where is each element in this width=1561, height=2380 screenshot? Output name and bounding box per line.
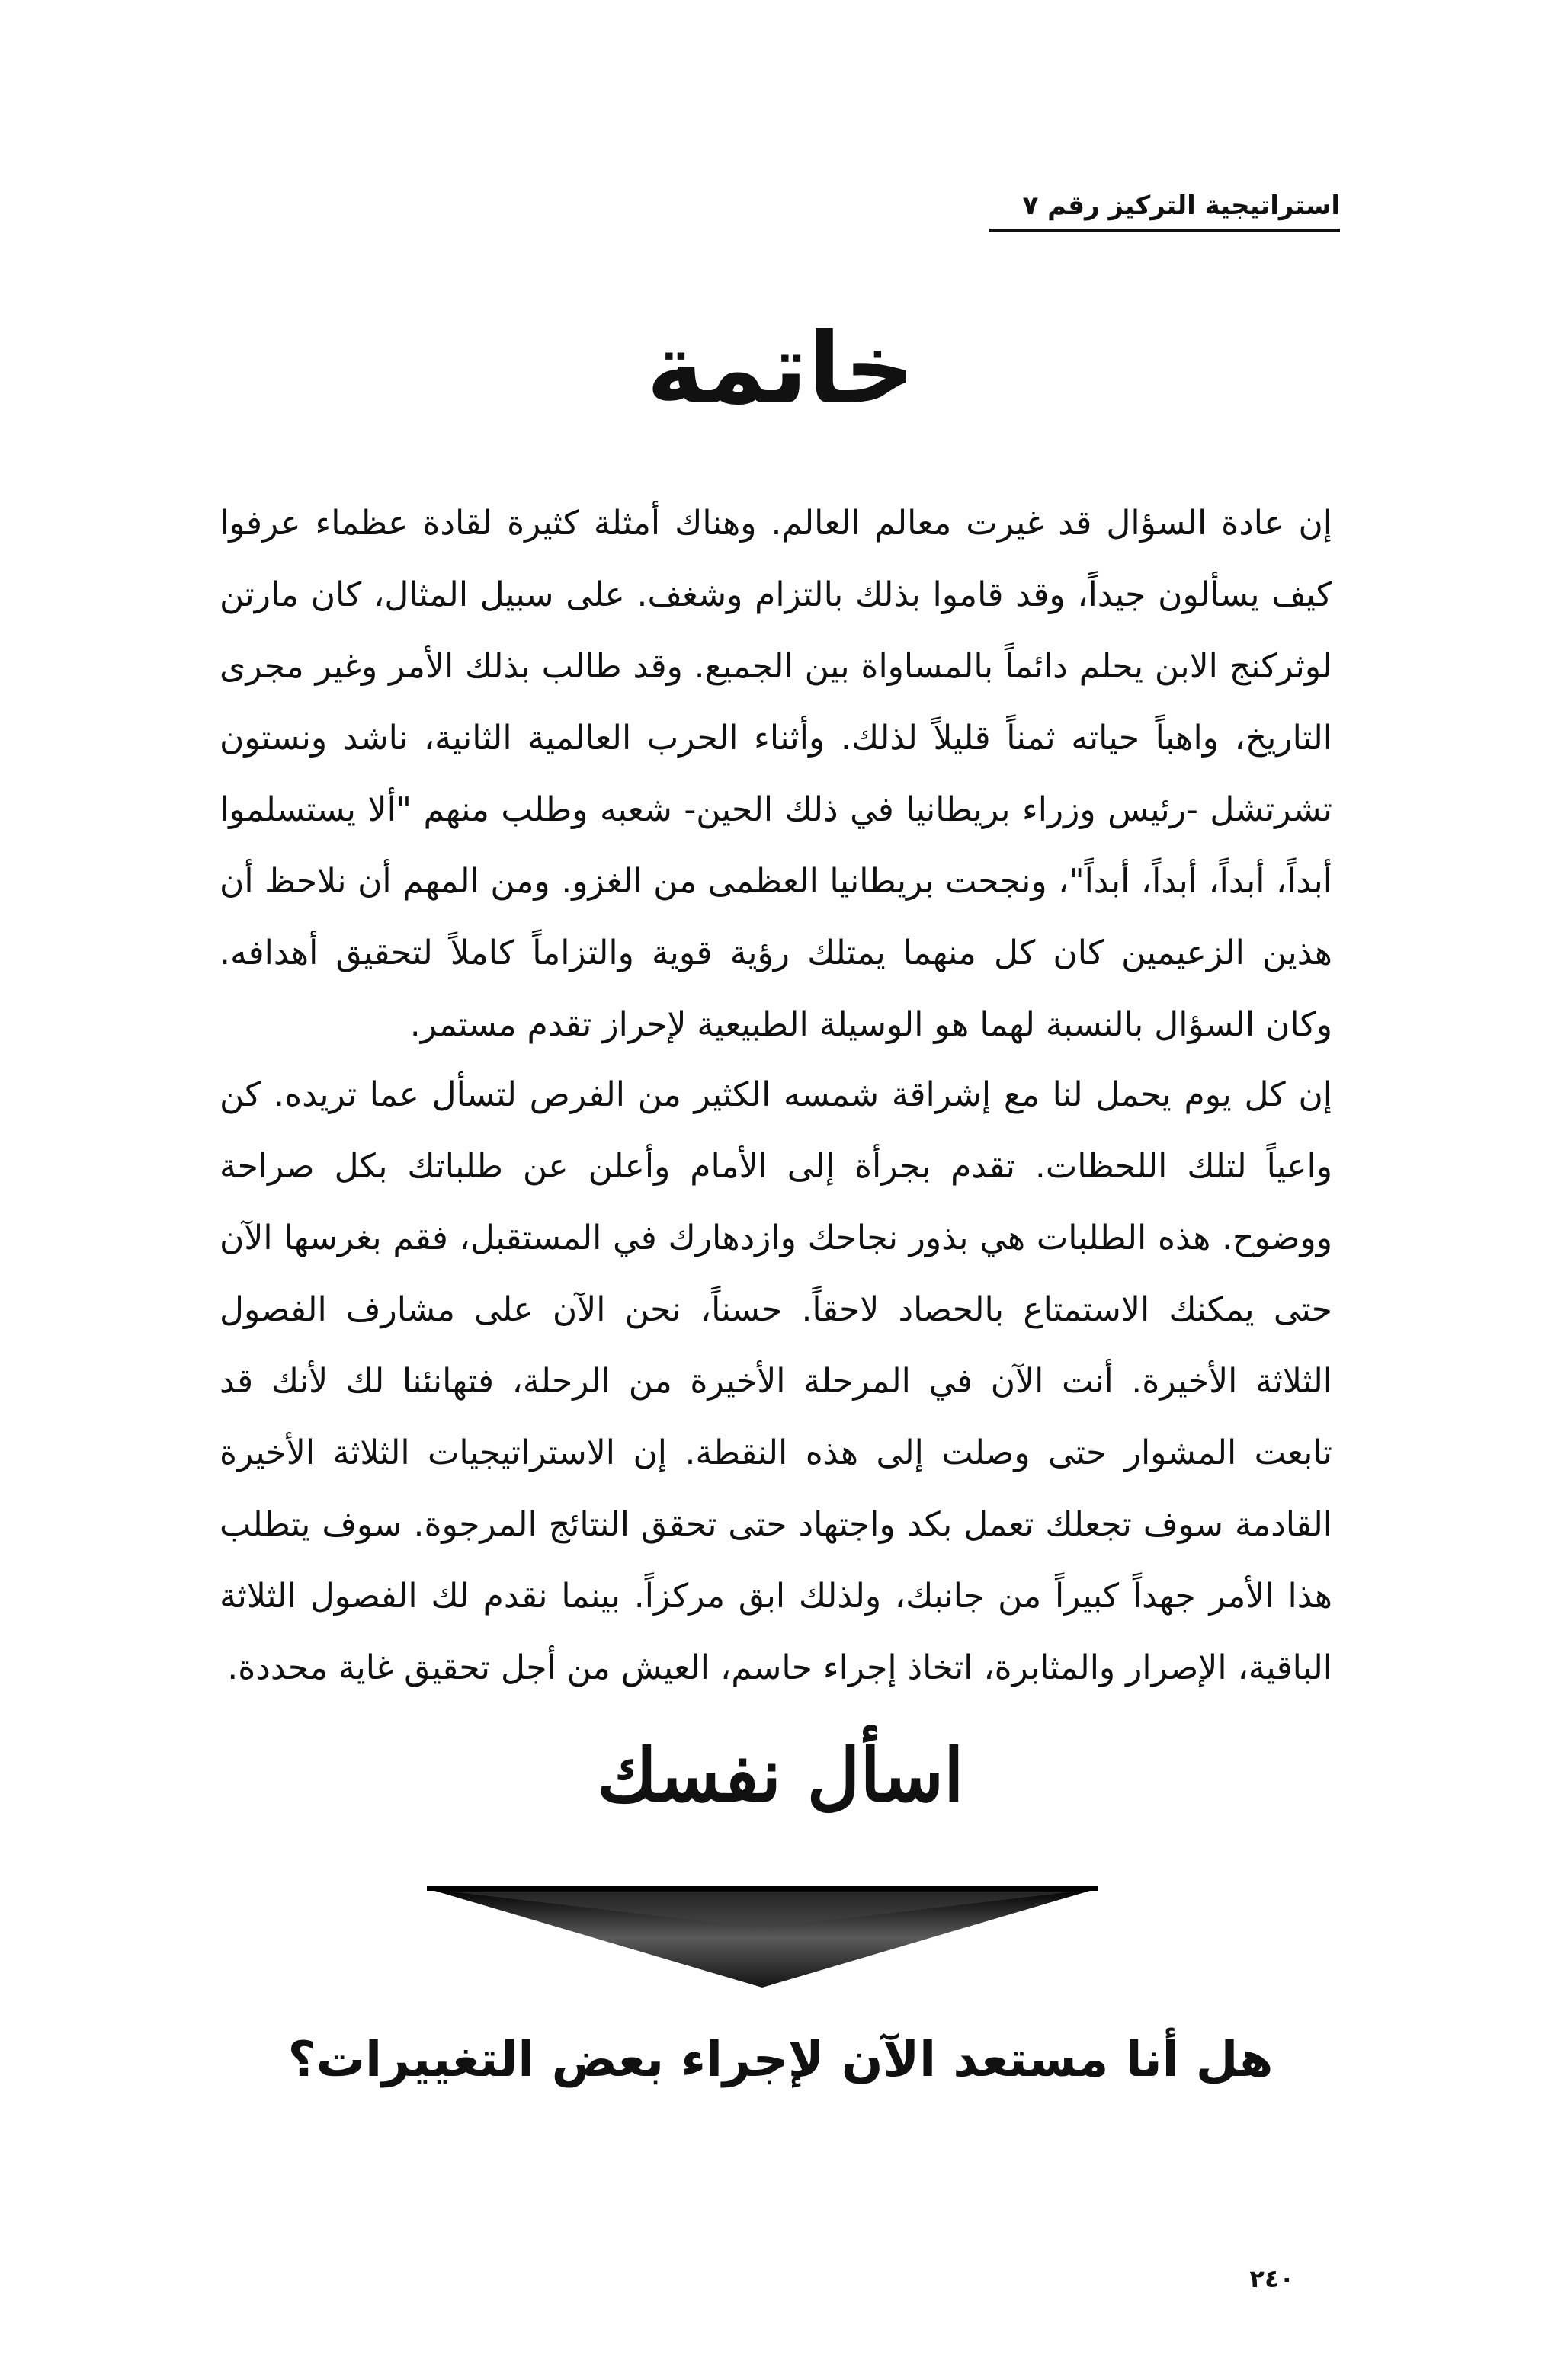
down-arrow-icon bbox=[427, 1882, 1098, 1989]
paragraph-text: إن كل يوم يحمل لنا مع إشراقة شمسه الكثير من الفرص لتسأل عما تريده. كن واعياً لتلك اللحظات. تقدم بجرأة إلى الأمام وأعلن عن طلباتك بكل صراحة ووضوح. هذه الطلبات هي بذور نجاحك وازدهارك في المستقبل، فقم بغرسها الآن حتى يمكنك الاستمتاع بالحصاد لاحقاً. حسناً، نحن الآن على مشارف الفصول الثلاثة الأخيرة. أنت الآن في المرحلة الأخيرة من الرحلة، فتهانئنا لك لأنك قد تابعت المشوار حتى وصلت إلى هذه النقطة. إن الاستراتيجيات الثلاثة الأخيرة القادمة سوف تجعلك تعمل بكد واجتهاد حتى تحقق النتائج المرجوة. سوف يتطلب هذا الأمر جهداً كبيراً من جانبك، ولذلك ابق مركزاً. بينما نقدم لك الفصول الثلاثة الباقية، الإصرار والمثابرة، اتخاذ إجراء حاسم، العيش من أجل تحقيق غاية محددة. bbox=[220, 1075, 1332, 1687]
chapter-title: خاتمة bbox=[646, 312, 915, 426]
body-paragraph-1 bbox=[220, 488, 1332, 1061]
page-number: ٢٤٠ bbox=[1249, 2264, 1294, 2293]
running-header: استراتيجية التركيز رقم ٧ bbox=[989, 189, 1340, 232]
body-paragraph-2 bbox=[220, 1059, 1332, 1704]
reflection-question: هل أنا مستعد الآن لإجراء بعض التغييرات؟ bbox=[287, 2032, 1274, 2088]
paragraph-text: إن عادة السؤال قد غيرت معالم العالم. وهناك أمثلة كثيرة لقادة عظماء عرفوا كيف يسألون جيداً، وقد قاموا بذلك بالتزام وشغف. على سبيل المثال، كان مارتن لوثركنج الابن يحلم دائماً بالمساواة بين الجميع. وقد طالب بذلك الأمر وغير مجرى التاريخ، واهباً حياته ثمناً قليلاً لذلك. وأثناء الحرب العالمية الثانية، ناشد ونستون تشرتشل -رئيس وزراء بريطانيا في ذلك الحين- شعبه وطلب منهم "ألا يستسلموا أبداً، أبداً، أبداً، أبداً"، ونجحت بريطانيا العظمى من الغزو. ومن المهم أن نلاحظ أن هذين الزعيمين كان كل منهما يمتلك رؤية قوية والتزاماً كاملاً لتحقيق أهدافه. وكان السؤال بالنسبة لهما هو الوسيلة الطبيعية لإحراز تقدم مستمر. bbox=[220, 504, 1332, 1044]
section-title: اسأل نفسك bbox=[597, 1732, 964, 1818]
